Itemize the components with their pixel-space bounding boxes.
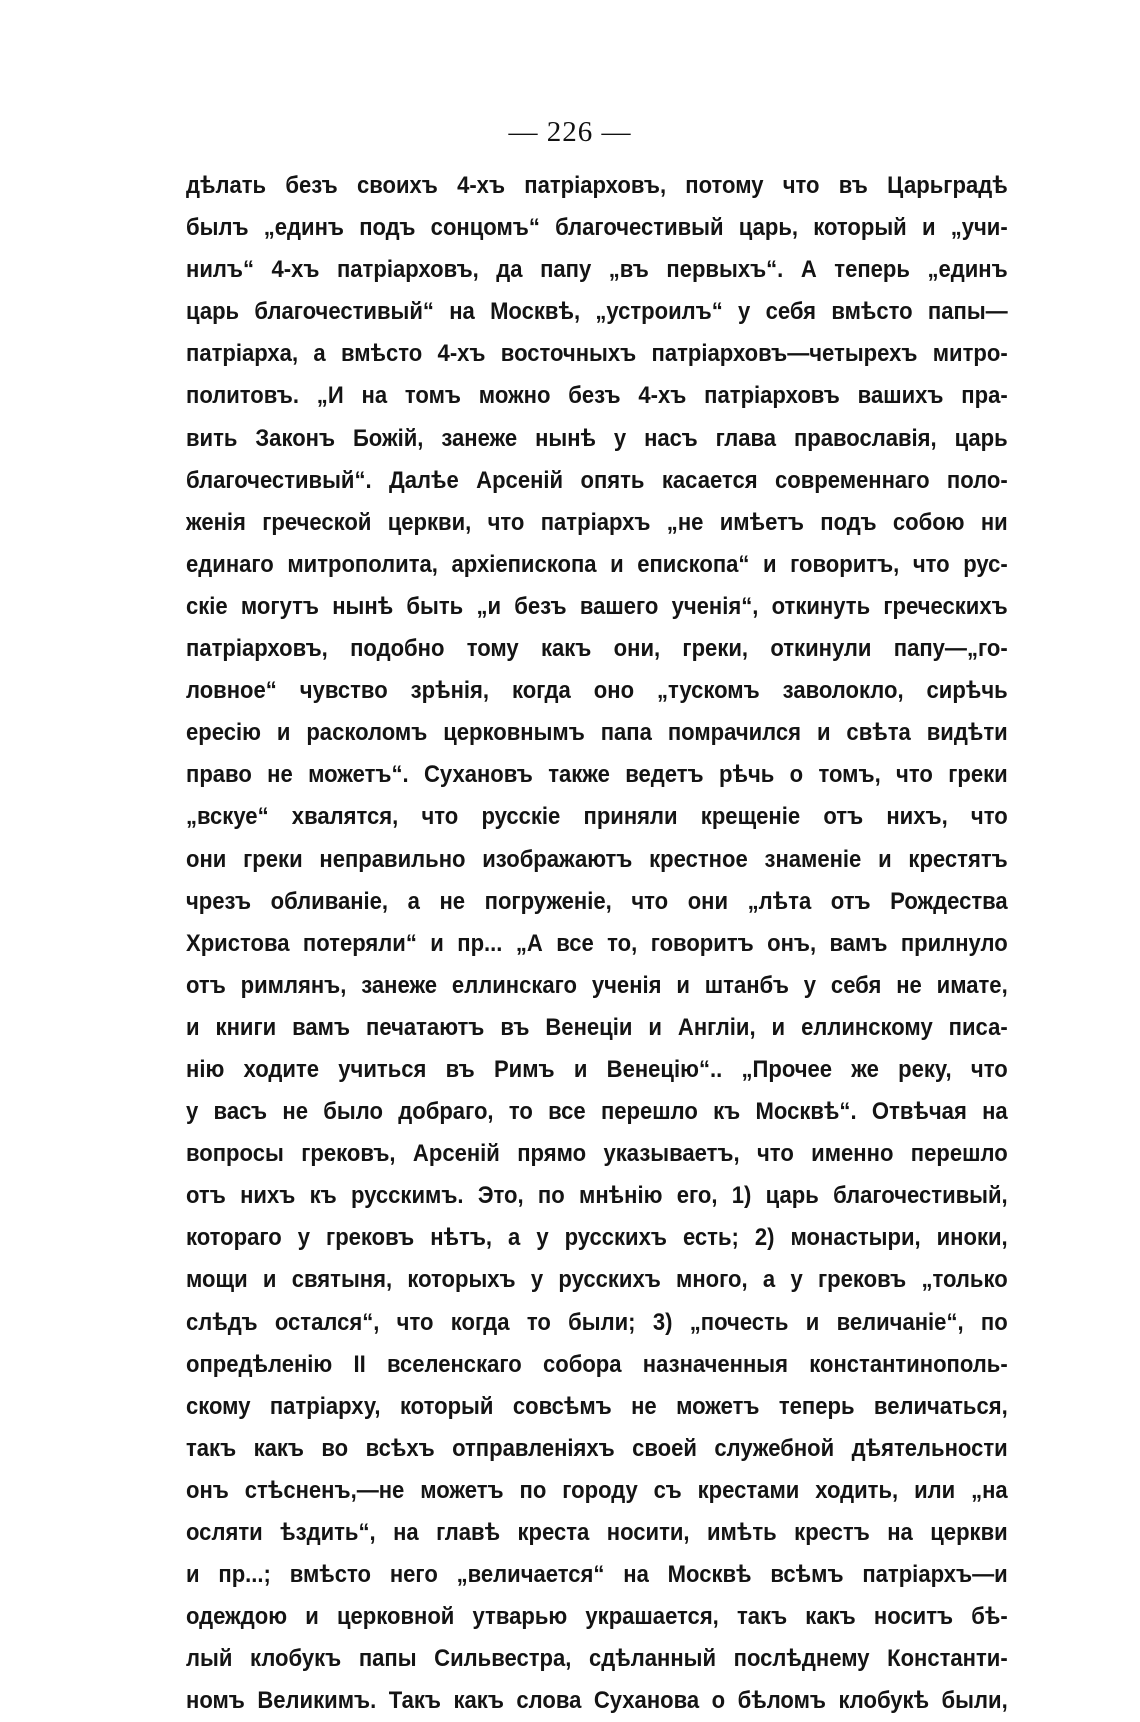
text-line: и книги вамъ печатаютъ въ Венеціи и Англіи, и еллинскому писа-	[186, 1013, 1008, 1041]
text-line: одеждою и церковной утварью украшается, такъ какъ носитъ бѣ-	[186, 1603, 1008, 1631]
text-line: котораго у грековъ нѣтъ, а у русскихъ есть; 2) монастыри, иноки,	[186, 1224, 1008, 1252]
text-line: и пр...; вмѣсто него „величается“ на Москвѣ всѣмъ патріархъ—и	[186, 1561, 1008, 1589]
text-line: осляти ѣздить“, на главѣ креста носити, имѣть крестъ на церкви	[186, 1519, 1008, 1546]
text-line: скому патріарху, который совсѣмъ не можетъ теперь величаться,	[186, 1392, 1008, 1420]
text-line: женія греческой церкви, что патріархъ „не имѣетъ подъ собою ни	[186, 508, 1008, 536]
text-line: былъ „единъ подъ сонцомъ“ благочестивый царь, который и „учи-	[186, 214, 1008, 242]
text-line: отъ нихъ къ русскимъ. Это, по мнѣнію его, 1) царь благочестивый,	[186, 1182, 1008, 1210]
page-number: — 226 —	[508, 116, 632, 148]
text-line: онъ стѣсненъ,—не можетъ по городу съ крестами ходить, или „на	[186, 1476, 1008, 1504]
text-line: такъ какъ во всѣхъ отправленіяхъ своей служебной дѣятельности	[186, 1434, 1008, 1462]
text-line: Христова потеряли“ и пр... „А все то, говоритъ онъ, вамъ прилнуло	[186, 929, 1008, 957]
text-line: ересію и расколомъ церковнымъ папа помрачился и свѣта видѣти	[186, 719, 1008, 747]
text-line: патріарховъ, подобно тому какъ они, греки, откинули папу—„го-	[186, 635, 1008, 663]
text-line: вопросы грековъ, Арсеній прямо указываетъ, что именно перешло	[186, 1140, 1008, 1168]
text-line: отъ римлянъ, занеже еллинскаго ученія и штанбъ у себя не имате,	[186, 971, 1008, 999]
text-line: „вскуе“ хвалятся, что русскіе приняли крещеніе отъ нихъ, что	[186, 803, 1008, 831]
text-line: номъ Великимъ. Такъ какъ слова Суханова о бѣломъ клобукѣ были,	[186, 1687, 1008, 1715]
text-line: царь благочестивый“ на Москвѣ, „устроилъ“ у себя вмѣсто папы—	[186, 298, 1008, 326]
text-line: скіе могутъ нынѣ быть „и безъ вашего ученія“, откинуть греческихъ	[186, 592, 1008, 620]
text-line: дѣлать безъ своихъ 4-хъ патріарховъ, потому что въ Царьградѣ	[186, 172, 1008, 199]
text-line: политовъ. „И на томъ можно безъ 4-хъ патріарховъ вашихъ пра-	[186, 382, 1008, 410]
text-line: право не можетъ“. Сухановъ также ведетъ рѣчь о томъ, что греки	[186, 761, 1008, 789]
text-line: слѣдъ остался“, что когда то были; 3) „почесть и величаніе“, по	[186, 1308, 1008, 1336]
text-line: патріарха, а вмѣсто 4-хъ восточныхъ патріарховъ—четырехъ митро-	[186, 340, 1008, 368]
text-line: мощи и святыня, которыхъ у русскихъ много, а у грековъ „только	[186, 1266, 1008, 1294]
text-line: единаго митрополита, архіепископа и епископа“ и говоритъ, что рус-	[186, 550, 1008, 578]
text-line: лый клобукъ папы Сильвестра, сдѣланный послѣднему Константи-	[186, 1645, 1008, 1673]
text-line: чрезъ обливаніе, а не погруженіе, что они „лѣта отъ Рождества	[186, 887, 1008, 915]
text-line: вить Законъ Божій, занеже нынѣ у насъ глава православія, царь	[186, 424, 1008, 452]
text-line: ловное“ чувство зрѣнія, когда оно „тускомъ заволокло, сирѣчь	[186, 677, 1008, 705]
body-text	[186, 165, 1008, 1722]
text-line: у васъ не было добраго, то все перешло къ Москвѣ“. Отвѣчая на	[186, 1098, 1008, 1126]
text-line: благочестивый“. Далѣе Арсеній опять касается современнаго поло-	[186, 466, 1008, 494]
text-line: нилъ“ 4-хъ патріарховъ, да папу „въ первыхъ“. А теперь „единъ	[186, 256, 1008, 284]
text-line: опредѣленію II вселенскаго собора назначенныя константинополь-	[186, 1350, 1008, 1378]
text-line: они греки неправильно изображаютъ крестное знаменіе и крестятъ	[186, 845, 1008, 873]
text-line: нію ходите учиться въ Римъ и Венецію“.. „Прочее же реку, что	[186, 1055, 1008, 1083]
